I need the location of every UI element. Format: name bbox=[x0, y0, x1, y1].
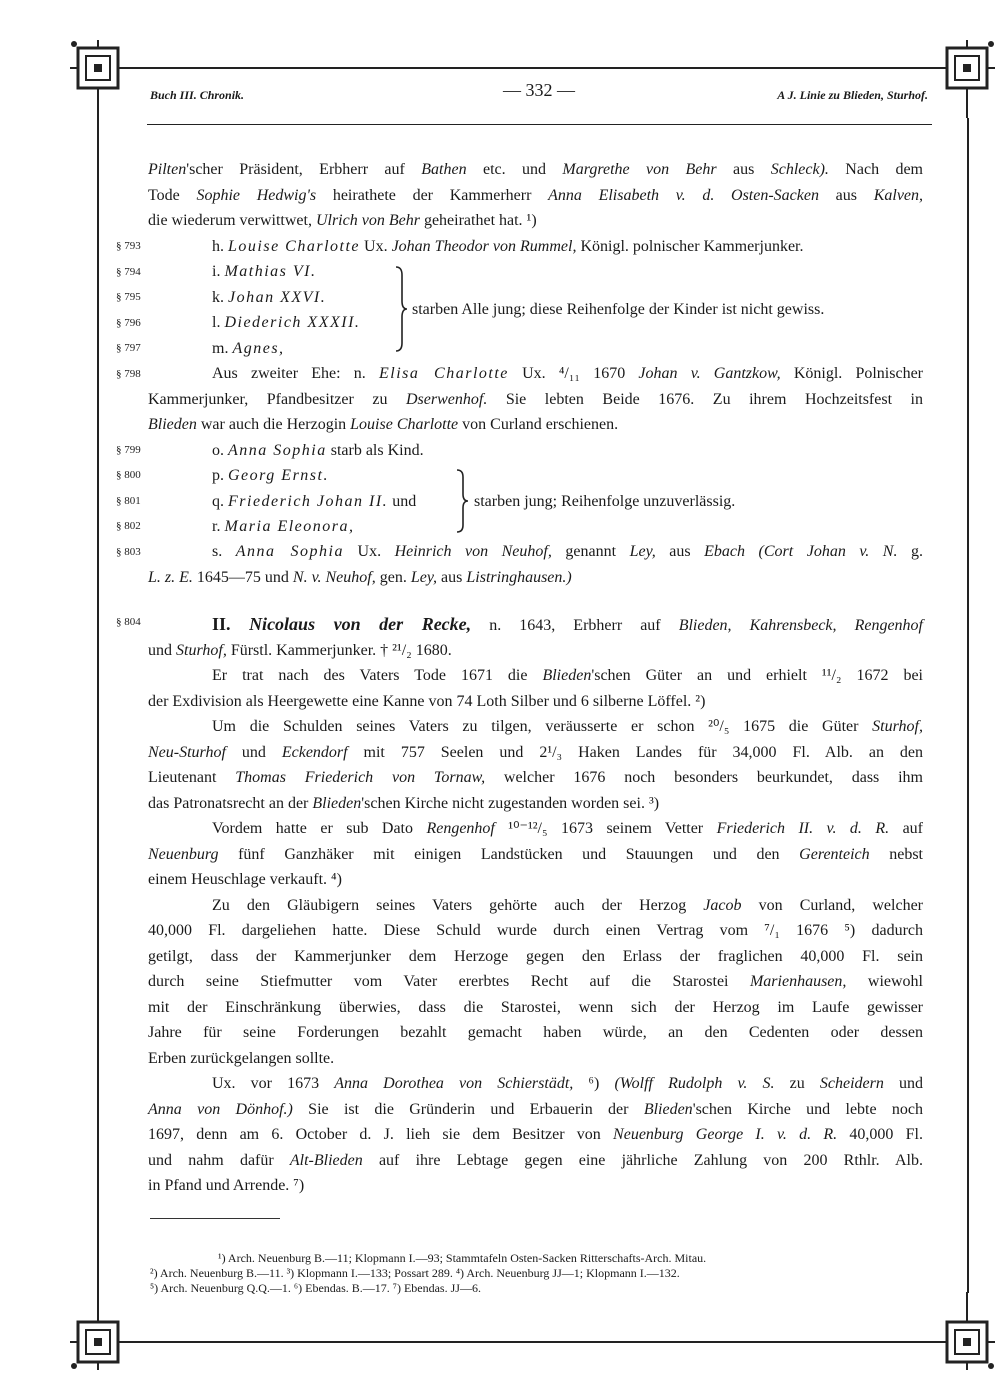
text-line: mit der Einschränkung überwies, dass die Starostei, wenn sich der Herzog im Laufe gewisser bbox=[148, 998, 923, 1016]
text-line: p. Georg Ernst. bbox=[212, 467, 329, 484]
text-line: und Sturhof, Fürstl. Kammerjunker. † ²¹/₂ 1680. bbox=[148, 641, 452, 659]
footnote: ¹) Arch. Neuenburg B.—11; Klopmann I.—93; Stammtafeln Osten-Sacken Ritterschafts-Arch. Mitau. bbox=[218, 1251, 707, 1265]
text-line: h. Louise Charlotte Ux. Johan Theodor von Rummel, Königl. polnischer Kammerjunker. bbox=[212, 237, 804, 255]
header-rule bbox=[147, 124, 932, 125]
paragraph-number: § 803 bbox=[116, 546, 141, 558]
text-line: L. z. E. 1645—75 und N. v. Neuhof, gen. Ley, aus Listringhausen.) bbox=[148, 568, 572, 586]
text-line: Ux. vor 1673 Anna Dorothea von Schierstädt, ⁶) (Wolff Rudolph v. S. zu Scheidern und bbox=[212, 1075, 924, 1092]
paragraph-number: § 793 bbox=[116, 240, 141, 252]
text-line: Anna von Dönhof.) Sie ist die Gründerin und Erbauerin der Blieden'schen Kirche und lebte noch bbox=[148, 1100, 924, 1118]
text-line: Er trat nach des Vaters Tode 1671 die Blieden'schen Güter an und erhielt ¹¹/₂ 1672 bei bbox=[212, 667, 924, 684]
text-line: i. Mathias VI. bbox=[212, 263, 317, 280]
section-heading: II. Nicolaus von der Recke, n. 1643, Erbherr auf Blieden, Kahrensbeck, Rengenhof bbox=[212, 614, 923, 634]
paragraph-number: § 801 bbox=[116, 495, 141, 507]
text-line: k. Johan XXVI. bbox=[212, 288, 327, 306]
frame-bottom-line bbox=[148, 1341, 918, 1343]
footnotes bbox=[150, 1251, 930, 1296]
text-line: Tode Sophie Hedwig's heirathete der Kammerherr Anna Elisabeth v. d. Osten-Sacken aus Kalven, bbox=[148, 186, 924, 204]
text-line: Jahre für seine Forderungen bezahlt gemacht haben würde, an den Cedenten oder dessen bbox=[148, 1024, 923, 1041]
paragraph-number: § 796 bbox=[116, 317, 141, 329]
paragraph-number: § 800 bbox=[116, 469, 141, 481]
text-line: das Patronatsrecht an der Blieden'schen Kirche nicht zugestanden worden sei. ³) bbox=[148, 794, 660, 812]
curly-brace-icon bbox=[394, 265, 408, 353]
paragraph-number: § 798 bbox=[116, 368, 141, 380]
paragraph-number: § 794 bbox=[116, 266, 141, 278]
paragraph-number: § 795 bbox=[116, 291, 141, 303]
text-line: Kammerjunker, Pfandbesitzer zu Dserwenhof. Sie lebten Beide 1676. Zu ihrem Hochzeitsfest in bbox=[148, 390, 924, 408]
text-line: Pilten'scher Präsident, Erbherr auf Bathen etc. und Margrethe von Behr aus Schleck). Nach dem bbox=[148, 161, 924, 178]
text-line: und nahm dafür Alt-Blieden auf ihre Lebtage gegen eine jährliche Zahlung von 200 Rthlr. Alb. bbox=[148, 1151, 923, 1169]
text-line: l. Diederich XXXII. bbox=[212, 314, 361, 331]
page-number: — 332 — bbox=[503, 80, 575, 100]
text-line: Neu-Sturhof und Eckendorf mit 757 Seelen und 2¹/₃ Haken Landes für 34,000 Fl. Alb. an den bbox=[148, 743, 924, 761]
text-line: Zu den Gläubigern seines Vaters gehörte auch der Herzog Jacob von Curland, welcher bbox=[212, 896, 923, 914]
text-line: Vordem hatte er sub Dato Rengenhof ¹⁰⁻¹²/₅ 1673 seinem Vetter Friederich II. v. d. R. auf bbox=[212, 820, 924, 837]
corner-ornament-bottom-right bbox=[915, 1290, 995, 1370]
footnote: ⁵) Arch. Neuenburg Q.Q.—1. ⁶) Ebendas. B.—17. ⁷) Ebendas. JJ—6. bbox=[150, 1281, 481, 1295]
text-line: Lieutenant Thomas Friederich von Tornaw, welcher 1676 noch besonders beurkundet, dass ihm bbox=[148, 769, 924, 786]
text-line: Erben zurückgelangen sollte. bbox=[148, 1049, 335, 1067]
text-line: 40,000 Fl. dargeliehen hatte. Diese Schuld wurde durch einen Vertrag vom ⁷/₁ 1676 ⁵) dadurch bbox=[148, 922, 923, 939]
text-line: der Exdivision als Heergewette eine Kanne von 74 Loth Silber und 6 silberne Löffel. ²) bbox=[148, 692, 706, 710]
text-line: einem Heuschlage verkauft. ⁴) bbox=[148, 871, 342, 888]
text-line: Neuenburg fünf Ganzhäker mit einigen Landstücken und Stauungen und den Gerenteich nebst bbox=[148, 845, 923, 863]
text-line: Um die Schulden seines Vaters zu tilgen, veräusserte er schon ²⁰/₅ 1675 die Güter Sturhof, bbox=[212, 718, 923, 735]
header-left: Buch III. Chronik. bbox=[150, 88, 245, 102]
frame-top-line bbox=[148, 67, 918, 69]
text-line: m. Agnes, bbox=[212, 339, 285, 357]
text-line: durch seine Stiefmutter vom Vater ererbtes Recht auf die Starostei Marienhausen, wiewohl bbox=[148, 973, 923, 990]
text-line: 1697, denn am 6. October d. J. lieh sie dem Besitzer von Neuenburg George I. v. d. R. 40,000 Fl. bbox=[148, 1126, 923, 1143]
paragraph-number: § 799 bbox=[116, 444, 141, 456]
text-block-nicolaus bbox=[148, 612, 923, 1199]
group-note: starben Alle jung; diese Reihenfolge der Kinder ist nicht gewiss. bbox=[412, 301, 825, 318]
footnote-rule bbox=[150, 1218, 280, 1219]
sibling-group-1 bbox=[148, 259, 923, 361]
text-block-genealogy bbox=[148, 157, 923, 590]
text-line: in Pfand und Arrende. ⁷) bbox=[148, 1177, 305, 1194]
text-line: Blieden war auch die Herzogin Louise Charlotte von Curland erschienen. bbox=[148, 416, 619, 433]
group-note: starben jung; Reihenfolge unzuverlässig. bbox=[474, 493, 736, 510]
running-head bbox=[150, 80, 928, 106]
header-right: A J. Linie zu Blieden, Sturhof. bbox=[777, 88, 928, 102]
text-line: q. Friederich Johan II. und bbox=[212, 492, 417, 510]
paragraph-number: § 797 bbox=[116, 342, 141, 354]
text-line: Aus zweiter Ehe: n. Elisa Charlotte Ux. ⁴/₁₁ 1670 Johan v. Gantzkow, Königl. Polnischer bbox=[212, 365, 924, 382]
paragraph-number: § 802 bbox=[116, 520, 141, 532]
sibling-group-2 bbox=[148, 463, 923, 539]
frame-right-line bbox=[967, 118, 969, 1293]
paragraph-number: § 804 bbox=[116, 616, 141, 628]
footnote: ²) Arch. Neuenburg B.—11. ³) Klopmann I.—133; Possart 289. ⁴) Arch. Neuenburg JJ—1; Klopmann I.—132. bbox=[150, 1266, 680, 1280]
text-line: s. Anna Sophia Ux. Heinrich von Neuhof, genannt Ley, aus Ebach (Cort Johan v. N. g. bbox=[212, 543, 924, 560]
corner-ornament-top-left bbox=[70, 40, 150, 120]
text-line: die wiederum verwittwet, Ulrich von Behr geheirathet hat. ¹) bbox=[148, 212, 537, 229]
text-line: getilgt, dass der Kammerjunker dem Herzoge gegen den Erlass der fraglichen 40,000 Fl. sein bbox=[148, 947, 923, 965]
curly-brace-icon bbox=[455, 468, 469, 534]
text-line: o. Anna Sophia starb als Kind. bbox=[212, 441, 424, 459]
corner-ornament-bottom-left bbox=[70, 1290, 150, 1370]
frame-left-line bbox=[97, 118, 99, 1293]
text-line: r. Maria Eleonora, bbox=[212, 518, 355, 535]
